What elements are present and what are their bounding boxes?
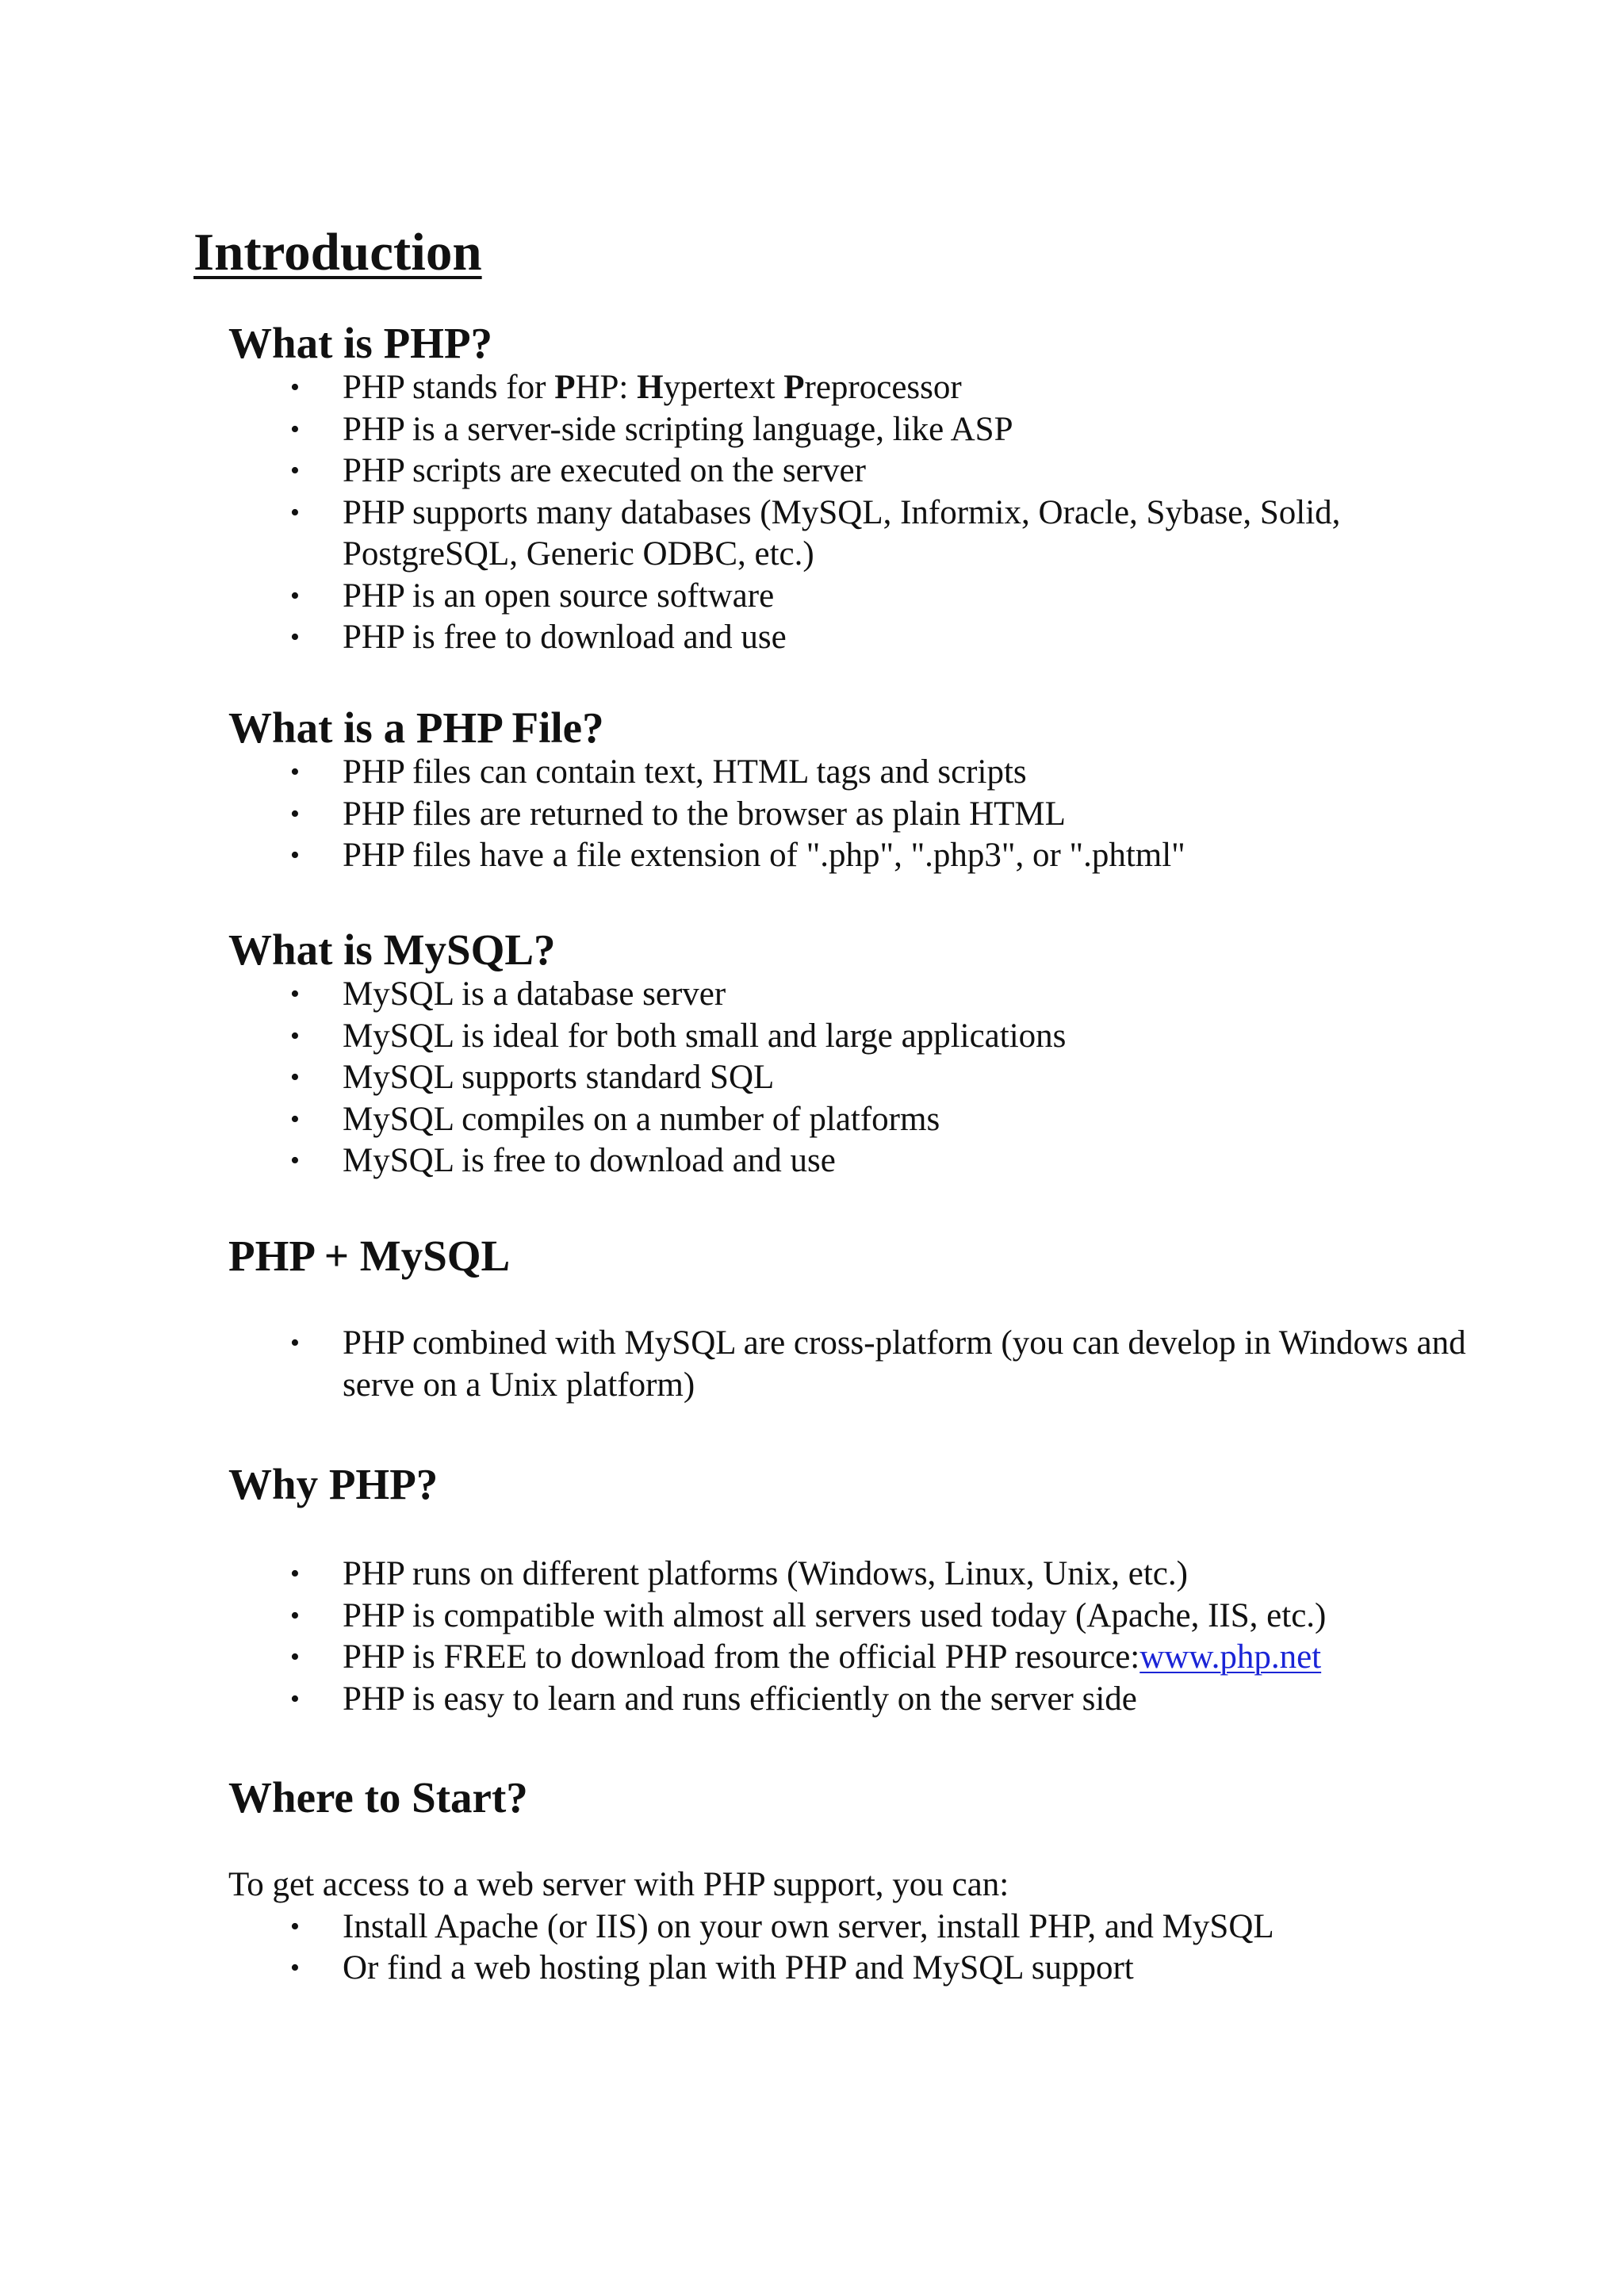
bullet-icon: • [290, 1600, 300, 1630]
item-text: MySQL is free to download and use [343, 1142, 836, 1179]
item-text: PHP is easy to learn and runs efficiently on the server side [343, 1680, 1137, 1718]
bullet-icon: • [290, 1642, 300, 1672]
list-item [228, 492, 1469, 576]
list-item [228, 1099, 1469, 1141]
section-what-is-php [228, 320, 1465, 659]
bullet-list [228, 1323, 1465, 1406]
bullet-list [228, 974, 1465, 1182]
php-net-link[interactable]: www.php.net [1139, 1638, 1322, 1676]
list-item [228, 974, 1469, 1016]
item-text-bold: P [554, 369, 576, 406]
page-title: Introduction [193, 223, 482, 282]
item-text: PHP files have a file extension of ".php", ".php3", or ".phtml" [343, 837, 1185, 874]
item-text: PHP scripts are executed on the server [343, 452, 866, 489]
bullet-list [228, 367, 1465, 659]
item-text: MySQL is ideal for both small and large applications [343, 1017, 1067, 1055]
list-item [228, 1948, 1469, 1990]
item-text: PHP supports many databases (MySQL, Informix, Oracle, Sybase, Solid, PostgreSQL, Generic ODBC, etc.) [343, 493, 1341, 573]
section-heading: Where to Start? [228, 1773, 528, 1822]
section-intro-text: To get access to a web server with PHP support, you can: [228, 1866, 1009, 1903]
bullet-icon: • [290, 414, 300, 444]
bullet-icon: • [290, 1146, 300, 1175]
bullet-icon: • [290, 1953, 300, 1983]
section-heading: What is PHP? [228, 319, 493, 367]
item-text: MySQL compiles on a number of platforms [343, 1100, 940, 1138]
bullet-icon: • [290, 1684, 300, 1714]
bullet-icon: • [290, 1063, 300, 1092]
bullet-icon: • [290, 1104, 300, 1134]
item-text: PHP is a server-side scripting language, like ASP [343, 410, 1013, 448]
bullet-icon: • [290, 623, 300, 652]
section-heading: Why PHP? [228, 1460, 439, 1508]
item-text: MySQL is a database server [343, 975, 726, 1013]
item-text: HP: [575, 369, 638, 406]
list-item [228, 1016, 1469, 1058]
item-text-bold: H [637, 369, 664, 406]
item-text: reprocessor [804, 369, 962, 406]
section-what-is-php-file [228, 704, 1465, 877]
section-heading: PHP + MySQL [228, 1232, 511, 1280]
section-why-php [228, 1461, 1465, 1720]
item-text-bold: P [783, 369, 805, 406]
item-text: Install Apache (or IIS) on your own server, install PHP, and MySQL [343, 1907, 1274, 1945]
section-what-is-mysql [228, 926, 1465, 1182]
list-item [228, 1554, 1469, 1596]
item-text: ypertext [663, 369, 784, 406]
list-item [228, 1323, 1469, 1406]
bullet-icon: • [290, 456, 300, 485]
item-text: PHP stands for [343, 369, 555, 406]
list-item [228, 1140, 1469, 1182]
item-text: PHP is FREE to download from the official PHP resource: [343, 1638, 1140, 1676]
bullet-icon: • [290, 580, 300, 611]
bullet-list [228, 1906, 1465, 1990]
item-text: PHP runs on different platforms (Windows, Linux, Unix, etc.) [343, 1555, 1188, 1592]
item-text: PHP is an open source software [343, 577, 775, 615]
section-heading: What is MySQL? [228, 925, 556, 974]
bullet-icon: • [290, 373, 300, 402]
item-text: PHP combined with MySQL are cross-platform (you can develop in Windows and serve on a Unix platform) [343, 1324, 1466, 1404]
bullet-icon: • [290, 979, 300, 1009]
item-text: PHP files can contain text, HTML tags and scripts [343, 753, 1027, 791]
list-item [228, 1057, 1469, 1099]
bullet-icon: • [290, 1911, 300, 1941]
list-item [228, 450, 1469, 492]
list-item [228, 1596, 1469, 1638]
bullet-list [228, 752, 1465, 877]
list-item [228, 752, 1469, 794]
list-item [228, 617, 1469, 659]
list-item [228, 576, 1469, 618]
bullet-icon: • [290, 1021, 300, 1051]
list-item [228, 409, 1469, 451]
section-where-to-start [228, 1774, 1465, 1990]
list-item [228, 367, 1469, 409]
bullet-icon: • [290, 497, 300, 527]
bullet-icon: • [290, 799, 300, 829]
list-item [228, 1906, 1469, 1948]
list-item [228, 835, 1469, 877]
item-text: PHP files are returned to the browser as plain HTML [343, 795, 1066, 833]
bullet-icon: • [290, 1328, 300, 1358]
item-text: PHP is compatible with almost all servers used today (Apache, IIS, etc.) [343, 1596, 1327, 1634]
bullet-icon: • [290, 841, 300, 870]
bullet-icon: • [290, 1559, 300, 1588]
item-text: Or find a web hosting plan with PHP and MySQL support [343, 1949, 1134, 1987]
item-text: MySQL supports standard SQL [343, 1059, 775, 1096]
bullet-list [228, 1554, 1465, 1720]
list-item [228, 1679, 1469, 1721]
section-php-mysql [228, 1232, 1465, 1406]
list-item [228, 794, 1469, 836]
list-item [228, 1637, 1469, 1679]
item-text: PHP is free to download and use [343, 619, 787, 656]
section-heading: What is a PHP File? [228, 703, 604, 752]
bullet-icon: • [290, 757, 300, 787]
